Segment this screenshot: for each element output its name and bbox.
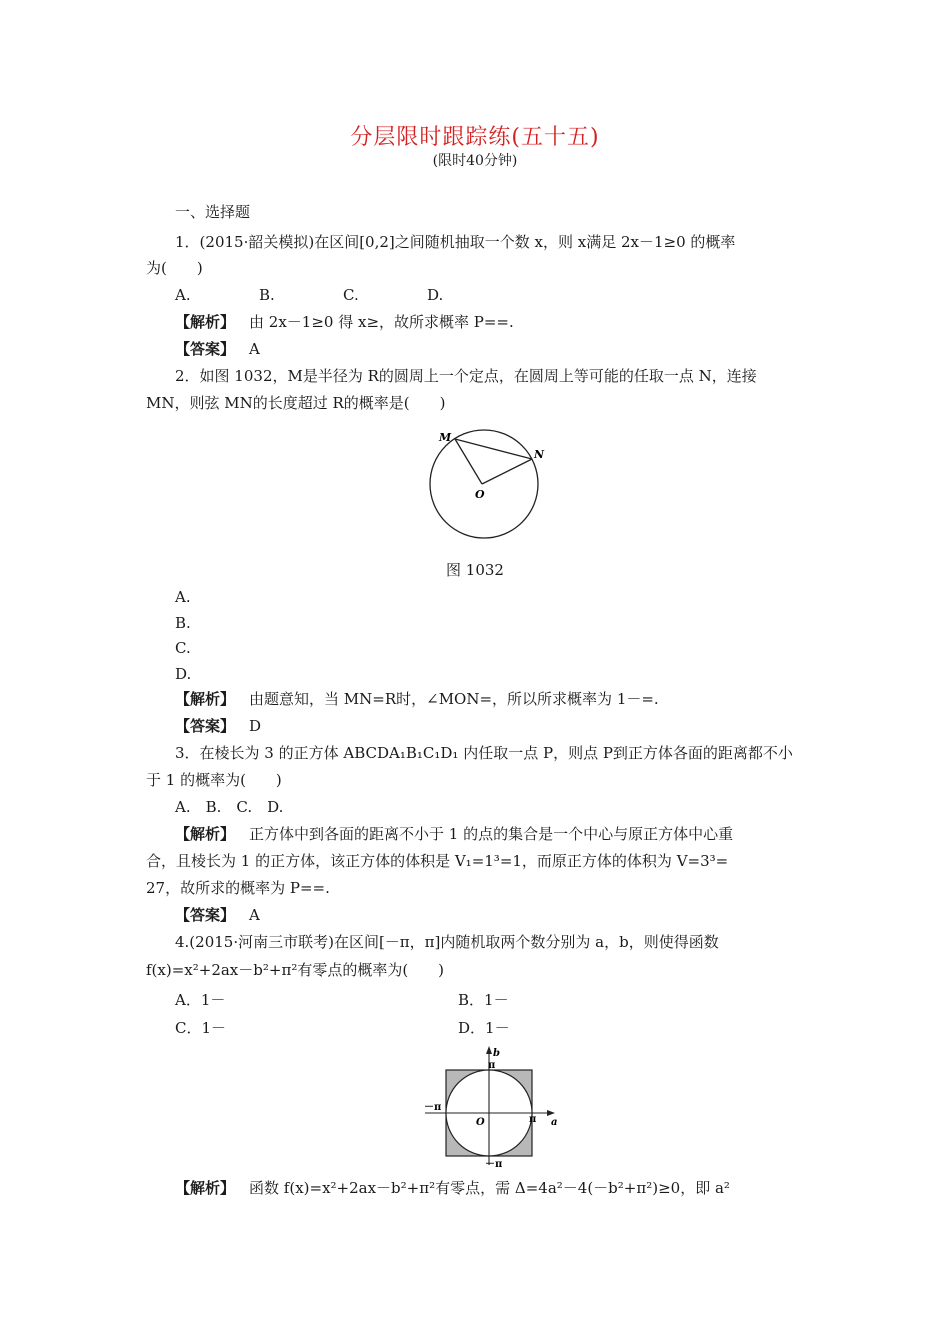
radius-om	[455, 439, 482, 484]
analysis-text: 由题意知，当 MN=R时，∠MON=，所以所求概率为 1－=.	[249, 690, 659, 708]
q2-stem-line1: 2．如图 1032，M是半径为 R的圆周上一个定点，在圆周上等可能的任取一点 N，连接	[175, 367, 757, 385]
answer-value: A	[249, 906, 260, 924]
q3-analysis-line3: 27，故所求的概率为 P==.	[146, 879, 330, 897]
q2-option-a: A.	[175, 588, 191, 606]
q2-stem-line2: MN，则弦 MN的长度超过 R的概率是( )	[146, 394, 446, 412]
answer-value: D	[249, 717, 262, 735]
radius-on	[482, 459, 532, 484]
label-o: O	[475, 488, 485, 501]
label-pi-right: π	[529, 1114, 537, 1125]
q4-option-b: B．1－	[458, 991, 509, 1009]
time-limit: (限时40分钟)	[432, 153, 518, 169]
q1-stem-line1: 1．(2015·韶关模拟)在区间[0,2]之间随机抽取一个数 x，则 x满足 2x－1≥0 的概率	[175, 233, 736, 251]
q1-option-b: B.	[259, 286, 275, 304]
q4-option-a: A．1－	[175, 991, 226, 1009]
q4-option-c: C．1－	[175, 1019, 227, 1037]
q4-option-d: D．1－	[458, 1019, 510, 1037]
q1-option-d: D.	[427, 286, 444, 304]
q1-option-a: A.	[175, 286, 191, 304]
q2-analysis	[175, 689, 659, 709]
q4-analysis	[175, 1178, 730, 1198]
section-heading: 一、选择题	[175, 203, 251, 221]
q4-stem-line2: f(x)=x²+2ax－b²+π²有零点的概率为( )	[146, 961, 445, 979]
q3-stem-line1: 3．在棱长为 3 的正方体 ABCDA₁B₁C₁D₁ 内任取一点 P，则点 P到正方体各面的距离都不小	[175, 744, 793, 762]
q3-options: A. B. C. D.	[175, 798, 284, 816]
analysis-text: 正方体中到各面的距离不小于 1 的点的集合是一个中心与原正方体中心重	[249, 825, 734, 843]
q2-option-c: C.	[175, 639, 191, 657]
q3-answer	[175, 905, 260, 925]
figure-caption: 图 1032	[446, 561, 504, 579]
q1-answer	[175, 339, 260, 359]
q2-answer	[175, 716, 261, 736]
label-pi-top: π	[488, 1060, 496, 1071]
q1-stem-line2: 为( )	[146, 259, 203, 277]
answer-tag: 【答案】	[175, 906, 236, 924]
page-title: 分层限时跟踪练(五十五)	[350, 125, 600, 150]
q2-option-d: D.	[175, 665, 192, 683]
analysis-text: 由 2x－1≥0 得 x≥，故所求概率 P==.	[249, 313, 514, 331]
label-neg-pi-bottom: －π	[485, 1159, 503, 1170]
a-axis-arrow	[547, 1110, 555, 1116]
answer-value: A	[249, 340, 260, 358]
label-a: a	[551, 1117, 558, 1128]
chord-mn	[455, 439, 532, 459]
answer-tag: 【答案】	[175, 717, 236, 735]
analysis-tag: 【解析】	[175, 690, 236, 708]
q2-option-b: B.	[175, 614, 191, 632]
label-neg-pi-left: －π	[424, 1102, 442, 1113]
label-o: O	[476, 1117, 485, 1128]
analysis-tag: 【解析】	[175, 313, 236, 331]
analysis-tag: 【解析】	[175, 825, 236, 843]
label-m: M	[439, 431, 452, 444]
circle-figure	[420, 425, 550, 550]
q4-stem-line1: 4.(2015·河南三市联考)在区间[－π，π]内随机取两个数分别为 a，b，则使得函数	[175, 933, 719, 951]
square-circle-figure	[415, 1045, 565, 1170]
label-n: N	[534, 448, 545, 461]
q3-analysis-line2: 合，且棱长为 1 的正方体，该正方体的体积是 V₁=1³=1，而原正方体的体积为 V=3³=	[146, 852, 729, 870]
analysis-text: 函数 f(x)=x²+2ax－b²+π²有零点，需 Δ=4a²－4(－b²+π²)≥0，即 a²	[249, 1179, 730, 1197]
label-b: b	[493, 1048, 500, 1059]
q3-analysis-line1	[175, 824, 733, 844]
b-axis-arrow	[486, 1046, 492, 1054]
q1-option-c: C.	[343, 286, 359, 304]
q1-analysis	[175, 312, 514, 332]
analysis-tag: 【解析】	[175, 1179, 236, 1197]
answer-tag: 【答案】	[175, 340, 236, 358]
q3-stem-line2: 于 1 的概率为( )	[146, 771, 282, 789]
q1-options	[175, 285, 443, 305]
